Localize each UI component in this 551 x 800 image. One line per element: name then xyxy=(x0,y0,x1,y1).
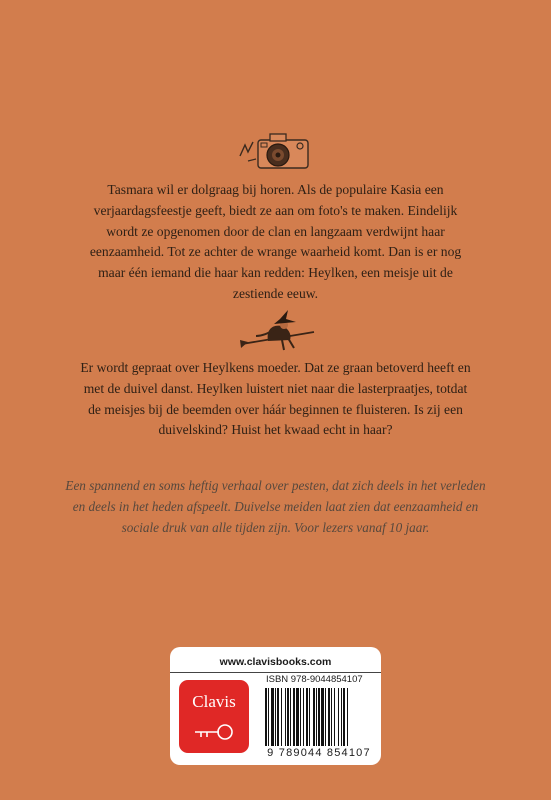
barcode-bar xyxy=(334,688,335,746)
blurb-paragraph-1: Tasmara wil er dolgraag bij horen. Als de populaire Kasia een verjaardagsfeestje geeft, biedt ze aan om foto's te maken. Eindelijk wordt ze opgenomen door de clan en langzaam verdwijnt haar eenzaamheid. Tot ze achter de wrange waarheid komt. Dan is er nog maar één iemand die haar kan redden: Heylken, een meisje uit de zestiende eeuw. xyxy=(89,182,462,301)
barcode-bar xyxy=(275,688,276,746)
barcode-bar xyxy=(318,688,320,746)
barcode-bar xyxy=(347,688,348,746)
camera-icon xyxy=(236,128,314,172)
barcode-digits: 9 789044 854107 xyxy=(267,747,371,759)
barcode-bar xyxy=(309,688,310,746)
barcode xyxy=(264,688,376,746)
barcode-bar xyxy=(277,688,279,746)
barcode-bar xyxy=(300,688,301,746)
barcode-bar xyxy=(293,688,295,746)
barcode-bar xyxy=(341,688,342,746)
barcode-bar xyxy=(303,688,304,746)
witch-on-broom-icon xyxy=(238,310,318,354)
barcode-bar xyxy=(285,688,286,746)
blurb-paragraph-2: Er wordt gepraat over Heylkens moeder. Dat ze graan betoverd heeft en met de duivel danst. Heylken luistert niet naar die lasterpraatjes, totdat de meisjes bij de beemden over háár beginnen te fluisteren. Is zij een duivelskind? Huist het kwaad echt in haar? xyxy=(80,360,471,438)
barcode-bar xyxy=(287,688,289,746)
publisher-website[interactable]: www.clavisbooks.com xyxy=(219,656,332,668)
barcode-bar xyxy=(313,688,315,746)
barcode-bar xyxy=(265,688,267,746)
barcode-bar xyxy=(290,688,291,746)
barcode-bar xyxy=(331,688,332,746)
barcode-bar xyxy=(328,688,330,746)
barcode-bar xyxy=(321,688,324,746)
barcode-bar xyxy=(268,688,269,746)
barcode-bar xyxy=(306,688,308,746)
barcode-bar xyxy=(325,688,326,746)
panel-divider xyxy=(170,672,381,673)
barcode-bar xyxy=(281,688,282,746)
barcode-bar xyxy=(316,688,317,746)
barcode-bar xyxy=(343,688,345,746)
blurb-tagline: Een spannend en soms heftig verhaal over pesten, dat zich deels in het verleden en deels in het heden afspeelt. Duivelse meiden laat zien dat eenzaamheid en sociale druk van alle tijden zijn. Voor lezers vanaf 10 jaar. xyxy=(65,478,486,535)
publisher-barcode-panel xyxy=(170,647,381,765)
barcode-bar xyxy=(338,688,339,746)
barcode-bar xyxy=(296,688,299,746)
publisher-logo xyxy=(179,680,249,753)
isbn-label: ISBN 978-9044854107 xyxy=(266,674,363,685)
barcode-bar xyxy=(271,688,274,746)
publisher-logo-text: Clavis xyxy=(192,692,236,711)
key-icon xyxy=(193,722,235,744)
